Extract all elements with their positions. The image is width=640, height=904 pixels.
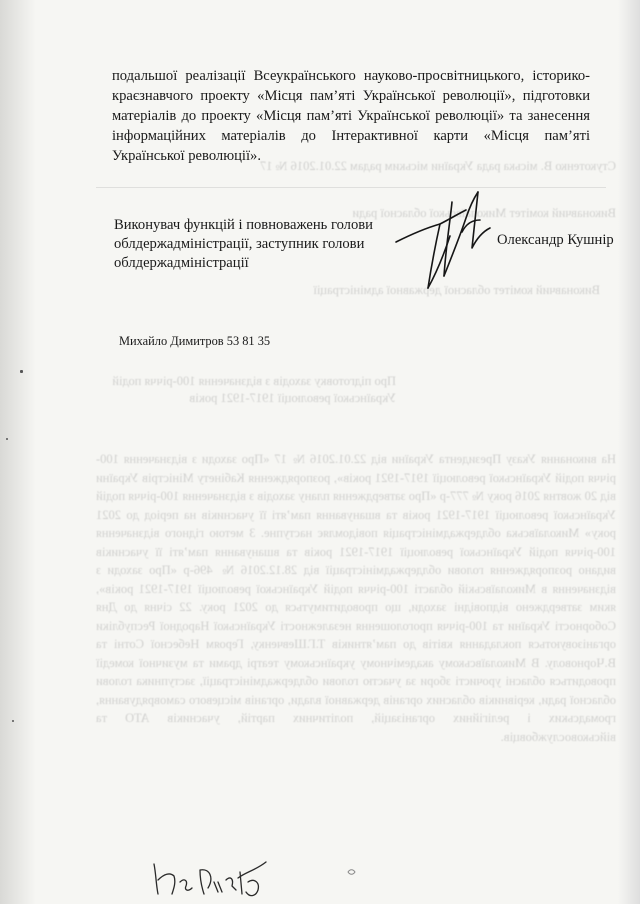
- scan-shadow-right: [618, 0, 640, 904]
- scan-speck: [12, 720, 14, 722]
- page-mark: [347, 868, 357, 876]
- bleed-through-line-1: Стукотенко В. міська рада України міським радам 22.01.2016 № 17: [259, 159, 616, 173]
- signatory-position: [114, 216, 384, 273]
- scan-shadow-left: [0, 0, 36, 904]
- bleed-through-line-2: Виконавчий комітет Миколаївської обласної ради: [352, 206, 616, 220]
- executor-contact: Михайло Димитров 53 81 35: [119, 334, 271, 348]
- signatory-position-line-2: облдержадміністрації, заступник голови: [114, 236, 365, 252]
- scan-speck: [6, 438, 8, 440]
- bleed-through-rule: [96, 187, 606, 188]
- bottom-handwritten-signature: [148, 852, 288, 902]
- signatory-name: Олександр Кушнір: [497, 232, 614, 248]
- letter-body-paragraph: подальшої реалізації Всеукраїнського науково-просвітницького, історико-краєзнавчого проекту «Місця пам’яті Української революції», підготовки матеріалів до проекту «Місця пам’яті Української революції» та занесення інформаційних матеріалів до Інтерактивної карти «Місця пам’яті Української революції».: [112, 68, 590, 164]
- signatory-position-line-1: Виконувач функцій і повноважень голови: [114, 217, 373, 233]
- handwritten-signature: [392, 184, 500, 294]
- bleed-through-body: На виконання Указу Президента України від 22.01.2016 № 17 «Про заходи з відзначення 100-річчя подій Української революції 1917-1921 років», розпорядження Кабінету Міністрів України від 20 жовтня 2016 року № 777-р «Про затвердження плану заходів з відзначення 100-річчя подій Української революції 1917-1921 років та вшанування пам’яті її учасників на період до 2021 року» Миколаївська облдержадміністрація повідомляє наступне. З метою гідного відзначення 100-річчя подій Української революції 1917-1921 років та вшанування пам’яті її учасників видано розпорядження голови облдержадміністрації від 28.12.2016 № 496-р «Про заходи з відзначення в Миколаївській області 100-річчя подій Української революції 1917-1921 років», яким затверджено відповідні заходи, що проводитимуться до 2021 року. 22 січня до Дня Соборності України та 100-річчя проголошення незалежності Української Народної Республіки організовуються покладання квітів до пам’ятників Т.Г.Шевченку, Героям Небесної Сотні та В.Чорноволу. В Миколаївському академічному українському театрі драми та музичної комедії проводиться обласні урочисті збори за участю голови облдержадміністрації, заступника голови обласної ради, керівників обласних органів державної влади, органів місцевого самоврядування, громадських і релігійних організацій, політичних партій, учасників АТО та військовослужбовців.: [96, 452, 616, 744]
- signatory-position-line-3: облдержадміністрації: [114, 255, 249, 271]
- bleed-through-line-3: Виконавчий комітет обласної державної адміністрації: [313, 283, 600, 297]
- bleed-through-heading: Про підготовку заходів з відзначення 100-річчя подій Української революції 1917-1921 років: [112, 374, 396, 405]
- scan-speck: [20, 370, 23, 373]
